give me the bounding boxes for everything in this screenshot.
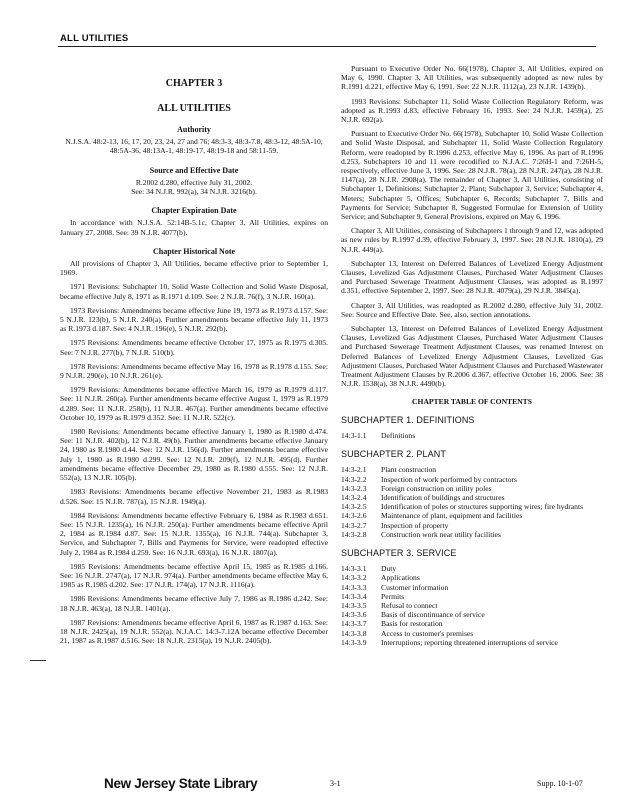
section-number: 14:3-3.9	[341, 637, 367, 647]
toc-entry	[341, 465, 603, 474]
section-number: 14:3-3.2	[341, 573, 367, 583]
section-number: 14:3-3.3	[341, 582, 367, 592]
subchapter-heading: SUBCHAPTER 3. SERVICE	[341, 547, 457, 558]
footer-brand: New Jersey State Library	[104, 776, 258, 791]
section-title: Access to customer's premises	[381, 628, 474, 638]
historical-paragraph: 1979 Revisions: Amendments became effective March 16, 1979 as R.1979 d.117. See: 11 N.J.R. 260(a). Further amendments became effective August 1, 1979 as R.1979 d.289. See: 11 N.J.R. 258(b), 11 N.J.R. 467(a). Further amendments became effective October 10, 1979 as R.1979 d.352. See: 11 N.J.R. 522(c).	[60, 385, 328, 422]
historical-paragraph: 1984 Revisions: Amendments became effective February 6, 1984 as R.1983 d.651. See: 15 N.J.R. 1235(a), 16 N.J.R. 250(a). Further amendments became effective April 2, 1984 as R.1984 d.87. See: 15 N.J.R. 1355(a), 16 N.J.R. 744(a). Subchapter 3, Service, and Subchapter 7, Bills and Payments for Service, were readopted effective July 2, 1984 as R.1984 d.259. See: 16 N.J.R. 693(a), 16 N.J.R. 1807(a).	[60, 510, 328, 557]
chapter-number: CHAPTER 3	[165, 78, 223, 89]
historical-paragraph: 1987 Revisions: Amendments became effective April 6, 1987 as R.1987 d.163. See: 18 N.J.R. 2425(a), 19 N.J.R. 552(a). N.J.A.C. 14:3-7.12A became effective December 21, 1987 as R.1987 d.516. See: 18 N.J.R. 2315(a), 19 N.J.R. 2405(b).	[60, 617, 328, 646]
toc-entry	[341, 493, 603, 502]
source-text: R.2002 d.280, effective July 31, 2002. See: 34 N.J.R. 992(a), 34 N.J.R. 3216(b).	[131, 177, 257, 197]
source-heading: Source and Effective Date	[149, 165, 239, 175]
section-title: Basis of discontinuance of service	[381, 610, 485, 620]
section-number: 14:3-2.7	[341, 520, 367, 530]
section-title: Basis for restoration	[381, 619, 443, 629]
section-number: 14:3-3.1	[341, 564, 367, 574]
expiration-heading: Chapter Expiration Date	[151, 206, 237, 216]
section-number: 14:3-2.4	[341, 492, 367, 502]
section-number: 14:3-3.7	[341, 619, 367, 629]
toc-entry	[341, 431, 603, 440]
footer-supplement: Supp. 10-1-07	[537, 779, 583, 788]
historical-paragraph: 1993 Revisions: Subchapter 11, Solid Waste Collection Regulatory Reform, was adopted as R.1993 d.83, effective February 16, 1993. See: 24 N.J.R. 1459(a), 25 N.J.R. 692(a).	[341, 96, 603, 125]
historical-paragraph: 1978 Revisions: Amendments became effective May 16, 1978 as R.1978 d.155. See: 9 N.J.R. 290(e), 10 N.J.R. 261(e).	[60, 361, 328, 381]
historical-paragraph: 1975 Revisions: Amendments became effective October 17, 1975 as R.1975 d.305. See: 7 N.J.R. 277(b), 7 N.J.R. 510(b).	[60, 338, 328, 357]
historical-paragraph: 1986 Revisions: Amendments became effective July 7, 1986 as R.1986 d.242. See: 18 N.J.R. 463(a), 18 N.J.R. 1401(a).	[60, 594, 328, 613]
right-historical-paragraphs	[341, 64, 603, 389]
toc-entry	[341, 592, 603, 601]
historical-paragraph: Subchapter 13, Interest on Deferred Balances of Levelized Energy Adjustment Clauses, Levelized Gas Adjustment Clauses, Purchased Water Adjustment Clauses and Purchased Sewerage Treatment Adjustment Clauses, was adopted as R.1997 d.351, effective September 2, 1997. See: 28 N.J.R. 4079(a), 29 N.J.R. 3845(a).	[341, 258, 603, 296]
left-column	[60, 64, 328, 650]
section-title: Interruptions; reporting threatened interruptions of service	[381, 637, 558, 647]
section-title: Refusal to connect	[381, 600, 438, 610]
historical-note-paragraphs	[60, 259, 328, 645]
historical-paragraph: All provisions of Chapter 3, All Utilities, became effective prior to September 1, 1969.	[60, 259, 328, 278]
section-number: 14:3-3.8	[341, 628, 367, 638]
running-head: ALL UTILITIES	[60, 33, 129, 44]
header-rule	[58, 46, 596, 47]
toc-entry	[341, 502, 603, 511]
section-title: Customer information	[381, 582, 449, 592]
footer-page-number: 3-1	[330, 779, 341, 788]
historical-paragraph: 1973 Revisions: Amendments became effective June 19, 1973 as R.1973 d.157. See: 5 N.J.R. 123(b), 5 N.J.R. 240(a). Further amendments became effective July 11, 1973 as R.1973 d.187. See: 4 N.J.R. 196(e), 5 N.J.R. 292(b).	[60, 305, 328, 334]
toc-entry	[341, 475, 603, 484]
section-number: 14:3-2.6	[341, 511, 367, 521]
toc-title: CHAPTER TABLE OF CONTENTS	[412, 396, 532, 406]
section-title: Definitions	[381, 430, 416, 440]
section-number: 14:3-3.5	[341, 600, 367, 610]
section-title: Construction work near utility facilities	[381, 529, 501, 539]
historical-paragraph: Chapter 3, All Utilities, consisting of Subchapters 1 through 9 and 12, was adopted as new rules by R.1997 d.39, effective February 3, 1997. See: 28 N.J.R. 1810(a), 29 N.J.R. 449(a).	[341, 226, 603, 254]
subchapter-heading: SUBCHAPTER 1. DEFINITIONS	[341, 414, 475, 425]
authority-text: N.J.S.A. 48:2-13, 16, 17, 20, 23, 24, 27 and 76; 48:3-3, 48:3-7.8, 48:3-12, 48:5A-10, 48:5A-36, 48:13A-1, 48:19-17, 48:19-18 and 58:11-59.	[65, 137, 323, 156]
historical-note-heading: Chapter Historical Note	[152, 246, 236, 256]
section-title: Duty	[381, 564, 397, 574]
section-title: Maintenance of plant, equipment and facilities	[381, 511, 523, 521]
toc-entry	[341, 619, 603, 628]
historical-paragraph: 1971 Revisions: Subchapter 10, Solid Waste Collection and Solid Waste Disposal, became effective July 8, 1971 as R.1971 d.109. See: 2 N.J.R. 76(f), 3 N.J.R. 160(a).	[60, 282, 328, 301]
section-title: Identification of buildings and structures	[381, 492, 505, 502]
toc-entry	[341, 530, 603, 539]
section-title: Inspection of work performed by contractors	[381, 474, 518, 484]
historical-paragraph: Pursuant to Executive Order No. 66(1978), Subchapter 10, Solid Waste Collection and Solid Waste Disposal, and Subchapter 11, Solid Waste Collection Regulatory Reform, were readopted by R.1996 d.253, effective May 6, 1996. As part of R.1996 d.253, Subchapters 10 and 11 were recodified to N.J.A.C. 7:26H-1 and 7:26H-5, respectively, effective June 3, 1996. See: 28 N.J.R. 78(a), 28 N.J.R. 247(a), 28 N.J.R. 1147(a), 28 N.J.R. 2908(a). The remainder of Chapter 3, All Utilities, consisting of Subchapter 1, Definitions; Subchapter 2, Plant; Subchapter 3, Service; Subchapter 4, Meters; Subchapter 5, Offices; Subchapter 6, Records; Subchapter 7, Bills and Payments for Service; Subchapter 8, Suggested Formulae for Extension of Utility Service; and Subchapter 9, General Provisions, expired on May 6, 1996.	[341, 129, 603, 222]
toc-entry	[341, 521, 603, 530]
section-title: Identification of poles or structures supporting wires; fire hydrants	[381, 502, 584, 512]
historical-paragraph: 1983 Revisions: Amendments became effective November 21, 1983 as R.1983 d.526. See: 15 N.J.R. 787(a), 15 N.J.R. 1949(a).	[60, 487, 328, 506]
section-title: Permits	[381, 591, 405, 601]
margin-change-mark	[30, 660, 46, 661]
toc-entry	[341, 601, 603, 610]
expiration-text: In accordance with N.J.S.A. 52:14B-5.1c, Chapter 3, All Utilities, expires on January 27, 2008. See: 39 N.J.R. 4077(b).	[60, 218, 328, 237]
section-number: 14:3-2.5	[341, 502, 367, 512]
toc-entry	[341, 629, 603, 638]
section-number: 14:3-1.1	[341, 430, 367, 440]
section-number: 14:3-3.6	[341, 610, 367, 620]
section-number: 14:3-2.2	[341, 474, 367, 484]
historical-paragraph: Subchapter 13, Interest on Deferred Balances of Levelized Energy Adjustment Clauses, Levelized Gas Adjustment Clauses, Purchased Water Adjustment Clauses and Purchased Sewerage Treatment Adjustment Clauses, was renamed Interest on Deferred Balances of Levelized Energy Adjustment Clauses, Levelized Gas Adjustment Clauses, Purchased Water Adjustment Clauses and Purchased Wastewater Treatment Adjustment Clauses by R.2006 d.367, effective October 16, 2006. See: 38 N.J.R. 1538(a), 38 N.J.R. 4490(b).	[341, 324, 603, 389]
section-title: Foreign construction on utility poles	[381, 483, 492, 493]
toc-entry	[341, 610, 603, 619]
section-title: Plant construction	[381, 465, 437, 475]
section-number: 14:3-2.3	[341, 483, 367, 493]
section-title: Applications	[381, 573, 420, 583]
table-of-contents	[341, 416, 603, 647]
historical-paragraph: 1985 Revisions: Amendments became effective April 15, 1985 as R.1985 d.166. See: 16 N.J.R. 2747(a), 17 N.J.R. 974(a). Further amendments became effective May 6, 1985 as R.1985 d.202. See: 17 N.J.R. 174(a), 17 N.J.R. 1116(a).	[60, 561, 328, 590]
section-number: 14:3-2.1	[341, 465, 367, 475]
toc-entry	[341, 511, 603, 520]
toc-entry	[341, 638, 603, 647]
subchapter-heading: SUBCHAPTER 2. PLANT	[341, 449, 446, 460]
section-number: 14:3-2.8	[341, 529, 367, 539]
toc-entry	[341, 573, 603, 582]
historical-paragraph: Chapter 3, All Utilities, was readopted as R.2002 d.280, effective July 31, 2002. See: Source and Effective Date. See, also, section annotations.	[341, 300, 603, 319]
section-title: Inspection of property	[381, 520, 449, 530]
toc-entry	[341, 484, 603, 493]
authority-heading: Authority	[177, 125, 211, 134]
historical-paragraph: 1980 Revisions: Amendments became effective January 1, 1980 as R.1980 d.474. See: 11 N.J.R. 402(b), 12 N.J.R. 49(b). Further amendments became effective January 24, 1980 as R.1980 d.44. See: 12 N.J.R. 156(d). Further amendments became effective July 1, 1980 as R.1980 d.299. See: 12 N.J.R. 209(f), 12 N.J.R. 495(d). Further amendments became effective December 29, 1980 as R.1980 d.555. See: 12 N.J.R. 552(a), 13 N.J.R. 105(b).	[60, 427, 328, 483]
historical-paragraph: Pursuant to Executive Order No. 66(1978), Chapter 3, All Utilities, expired on May 6, 1990. Chapter 3, All Utilities, was subsequently adopted as new rules by R.1991 d.221, effective May 6, 1991. See: 22 N.J.R. 1112(a), 23 N.J.R. 1439(b).	[341, 64, 603, 92]
section-number: 14:3-3.4	[341, 591, 367, 601]
toc-entry	[341, 564, 603, 573]
toc-entry	[341, 583, 603, 592]
right-column	[341, 64, 603, 647]
chapter-title: ALL UTILITIES	[157, 103, 231, 114]
